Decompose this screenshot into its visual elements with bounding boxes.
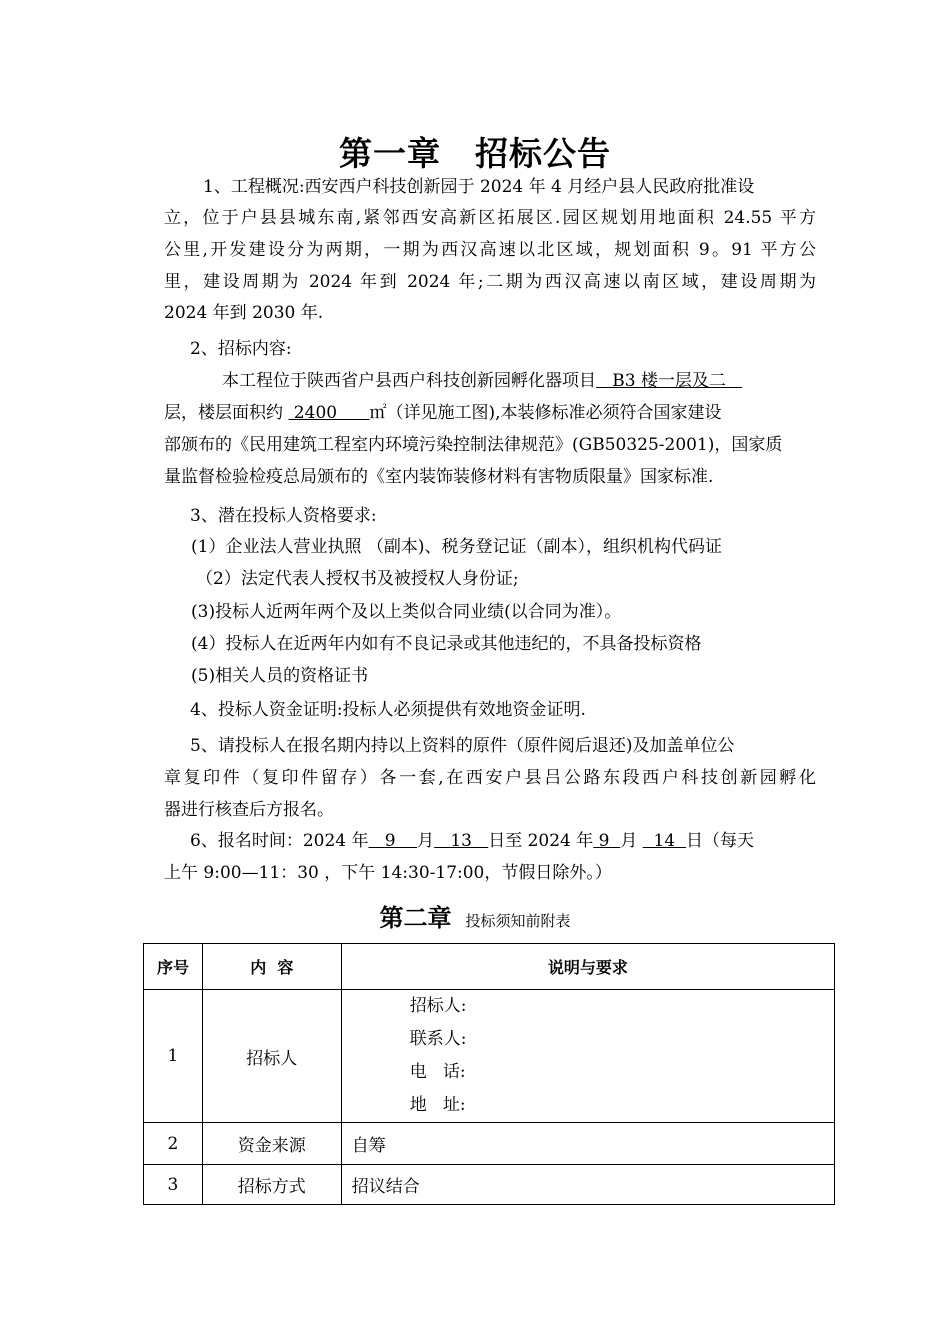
- table-row: [144, 990, 835, 1123]
- contact-block: [342, 990, 834, 1122]
- p5-line-2: 章复印件（复印件留存）各一套,在西安户县吕公路东段西户科技创新园孵化: [164, 768, 816, 788]
- header-item: 内 容: [202, 944, 341, 990]
- p2-line-4: 量监督检验检疫总局颁布的《室内装饰装修材料有害物质限量》国家标准.: [164, 467, 714, 487]
- p1-line-5: 2024 年到 2030 年.: [164, 303, 324, 323]
- p6-text-b: 月: [417, 831, 435, 851]
- p3-item-4: (4）投标人在近两年内如有不良记录或其他违纪的，不具备投标资格: [191, 634, 702, 654]
- row-1-no: 1: [144, 990, 203, 1123]
- p4: 4、投标人资金证明:投标人必须提供有效地资金证明.: [190, 700, 586, 720]
- p3-item-2: （2）法定代表人授权书及被授权人身份证;: [196, 569, 519, 589]
- start-month-field: 9: [368, 831, 418, 851]
- contact-phone-label: 电 话:: [409, 1062, 466, 1082]
- row-2-desc: 自筹: [341, 1123, 834, 1165]
- end-day-field: 14: [642, 831, 686, 851]
- p1-line-2: 立，位于户县县城东南,紧邻西安高新区拓展区.园区规划用地面积 24.55 平方: [164, 208, 816, 228]
- p6-text-a: 6、报名时间：2024 年: [190, 831, 369, 851]
- end-month-field: 9: [593, 831, 621, 851]
- p2-line-1-text: 本工程位于陕西省户县西户科技创新园孵化器项目: [222, 371, 596, 391]
- chapter-2-title: [0, 898, 950, 933]
- contact-tenderer-label: 招标人:: [409, 996, 467, 1016]
- p2-line-2-text: 层，楼层面积约: [164, 403, 289, 423]
- chapter-2-subtitle: 投标须知前附表: [465, 912, 571, 930]
- row-1-contact: [341, 990, 834, 1123]
- bidding-info-table: [143, 943, 835, 1205]
- chapter-2-number: 第二章: [379, 904, 452, 932]
- p5-line-1: 5、请投标人在报名期内持以上资料的原件（原件阅后退还)及加盖单位公: [190, 736, 735, 756]
- project-building-field: B3 楼一层及二: [596, 371, 743, 391]
- p2-line-1: [222, 366, 874, 398]
- p6-line-2: 上午 9:00—11：30 ，下午 14:30-17:00，节假日除外。）: [164, 863, 612, 883]
- row-2-no: 2: [144, 1123, 203, 1165]
- chapter-1-name: 招标公告: [475, 134, 611, 173]
- p6-line-1: [190, 826, 842, 858]
- floor-area-field: 2400: [288, 403, 370, 423]
- chapter-1-number: 第一章: [339, 134, 441, 173]
- p1-line-4: 里，建设周期为 2024 年到 2024 年;二期为西汉高速以南区域，建设周期为: [164, 272, 816, 292]
- row-3-item: 招标方式: [202, 1165, 341, 1205]
- p2-heading: 2、招标内容:: [190, 339, 292, 359]
- contact-person-label: 联系人:: [409, 1029, 467, 1049]
- table-row: [144, 1123, 835, 1165]
- p1-line-1: 1、工程概况:西安西户科技创新园于 2024 年 4 月经户县人民政府批准设: [203, 177, 755, 197]
- p3-heading: 3、潜在投标人资格要求:: [190, 506, 377, 526]
- p3-item-3: (3)投标人近两年两个及以上类似合同业绩(以合同为准）。: [191, 602, 622, 622]
- table-row: [144, 1165, 835, 1205]
- p2-line-2: [164, 398, 816, 430]
- p3-item-5: (5)相关人员的资格证书: [191, 666, 369, 686]
- p6-text-d: 月: [620, 831, 643, 851]
- p5-line-3: 器进行核查后方报名。: [164, 800, 334, 820]
- p2-line-2-tail: ㎡（详见施工图),本装修标准必须符合国家建设: [369, 403, 722, 423]
- header-no: 序号: [144, 944, 203, 990]
- p1-line-3: 公里,开发建设分为两期，一期为西汉高速以北区域，规划面积 9。91 平方公: [164, 240, 816, 260]
- start-day-field: 13: [434, 831, 489, 851]
- row-3-desc: 招议结合: [341, 1165, 834, 1205]
- contact-address-label: 地 址:: [409, 1095, 466, 1115]
- p6-text-e: 日（每天: [685, 831, 754, 851]
- p3-item-1: (1）企业法人营业执照 （副本)、税务登记证（副本），组织机构代码证: [191, 537, 722, 557]
- p2-line-3: 部颁布的《民用建筑工程室内环境污染控制法律规范》(GB50325-2001)，国家质: [164, 435, 783, 455]
- header-desc: 说明与要求: [341, 944, 834, 990]
- row-3-no: 3: [144, 1165, 203, 1205]
- p6-text-c: 日至 2024 年: [488, 831, 594, 851]
- table-header-row: [144, 944, 835, 990]
- row-1-item: 招标人: [202, 990, 341, 1123]
- row-2-item: 资金来源: [202, 1123, 341, 1165]
- chapter-1-title: [0, 128, 950, 175]
